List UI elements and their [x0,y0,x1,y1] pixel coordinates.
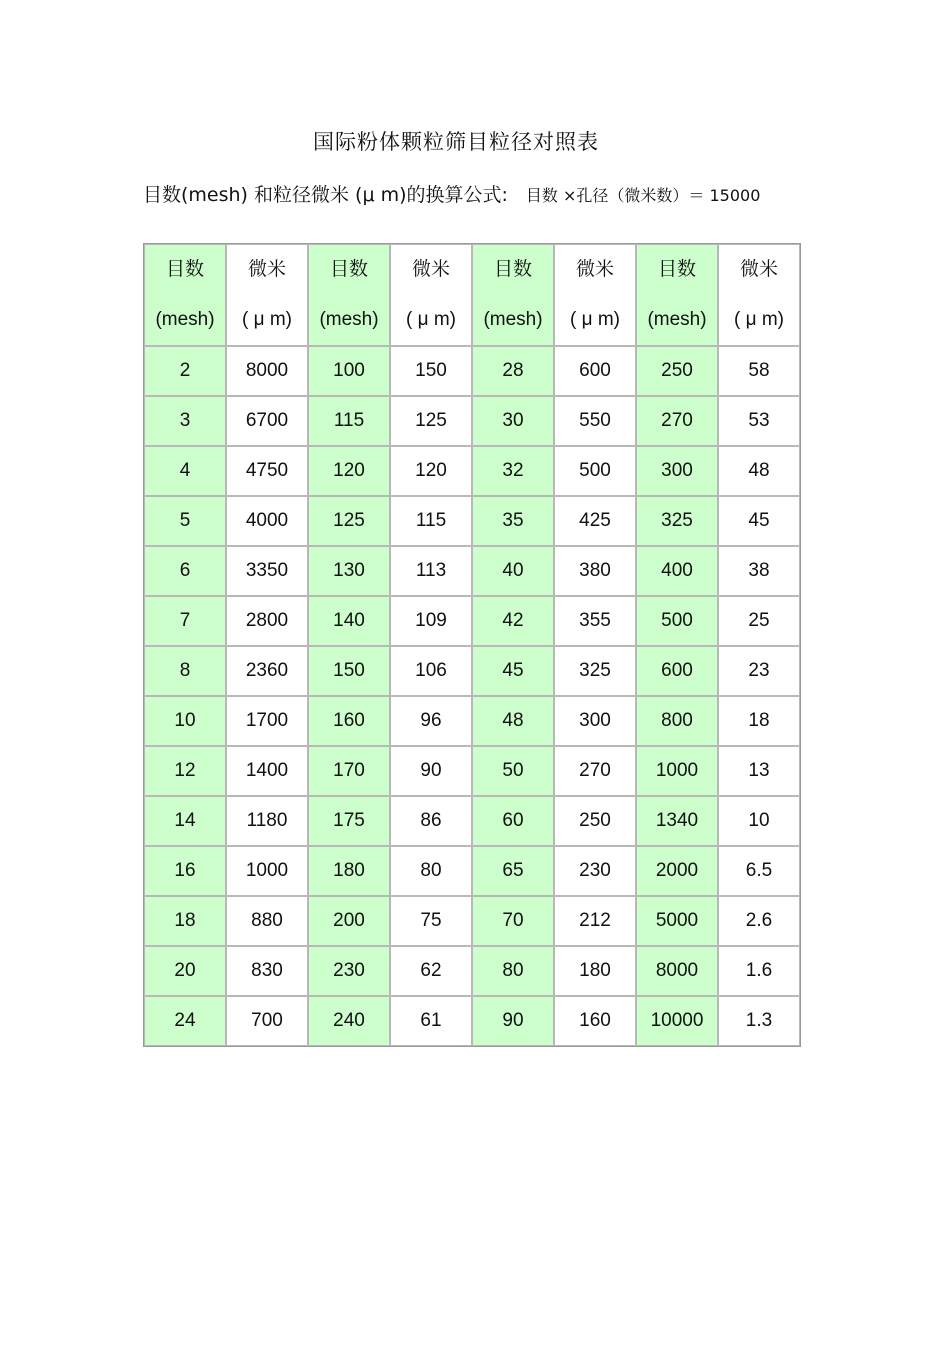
mesh-value-cell: 400 [636,546,718,596]
mesh-value-cell: 45 [472,646,554,696]
mesh-value-cell: 60 [472,796,554,846]
table-header-row [144,244,800,346]
mesh-value-cell: 7 [144,596,226,646]
mesh-value-cell: 5000 [636,896,718,946]
micron-value-cell: 53 [718,396,800,446]
mesh-value-cell: 4 [144,446,226,496]
micron-value-cell: 109 [390,596,472,646]
mesh-value-cell: 200 [308,896,390,946]
mesh-value-cell: 250 [636,346,718,396]
header-cell-micron: 微米 ( μ m) [390,244,472,346]
micron-value-cell: 75 [390,896,472,946]
mesh-value-cell: 1340 [636,796,718,846]
table-row [144,596,800,646]
micron-value-cell: 880 [226,896,308,946]
mesh-value-cell: 230 [308,946,390,996]
mesh-value-cell: 140 [308,596,390,646]
micron-value-cell: 25 [718,596,800,646]
mesh-value-cell: 3 [144,396,226,446]
mesh-value-cell: 170 [308,746,390,796]
micron-value-cell: 212 [554,896,636,946]
mesh-value-cell: 300 [636,446,718,496]
table-row [144,896,800,946]
mesh-value-cell: 48 [472,696,554,746]
table-row [144,546,800,596]
mesh-value-cell: 80 [472,946,554,996]
mesh-value-cell: 14 [144,796,226,846]
micron-value-cell: 4000 [226,496,308,546]
mesh-value-cell: 30 [472,396,554,446]
formula-label: 目数(mesh) 和粒径微米 (μ m)的换算公式: [143,184,508,206]
mesh-value-cell: 10000 [636,996,718,1046]
mesh-value-cell: 100 [308,346,390,396]
table-row [144,696,800,746]
mesh-value-cell: 6 [144,546,226,596]
micron-value-cell: 270 [554,746,636,796]
header-cell-micron: 微米 ( μ m) [554,244,636,346]
table-row [144,746,800,796]
micron-value-cell: 120 [390,446,472,496]
table-row [144,346,800,396]
mesh-value-cell: 130 [308,546,390,596]
micron-value-cell: 355 [554,596,636,646]
mesh-value-cell: 600 [636,646,718,696]
mesh-value-cell: 28 [472,346,554,396]
micron-value-cell: 6.5 [718,846,800,896]
micron-value-cell: 1700 [226,696,308,746]
mesh-value-cell: 42 [472,596,554,646]
header-cell-mesh: 目数 (mesh) [144,244,226,346]
micron-value-cell: 230 [554,846,636,896]
micron-value-cell: 106 [390,646,472,696]
formula-expression: 目数 ×孔径（微米数）＝ 15000 [525,186,761,205]
mesh-value-cell: 115 [308,396,390,446]
mesh-value-cell: 325 [636,496,718,546]
header-cell-mesh: 目数 (mesh) [308,244,390,346]
mesh-value-cell: 40 [472,546,554,596]
mesh-value-cell: 50 [472,746,554,796]
mesh-value-cell: 70 [472,896,554,946]
mesh-value-cell: 800 [636,696,718,746]
micron-value-cell: 325 [554,646,636,696]
micron-value-cell: 13 [718,746,800,796]
mesh-value-cell: 175 [308,796,390,846]
micron-value-cell: 1.3 [718,996,800,1046]
micron-value-cell: 2800 [226,596,308,646]
table-row [144,646,800,696]
micron-value-cell: 1.6 [718,946,800,996]
mesh-value-cell: 24 [144,996,226,1046]
mesh-value-cell: 8000 [636,946,718,996]
micron-value-cell: 380 [554,546,636,596]
micron-value-cell: 113 [390,546,472,596]
micron-value-cell: 38 [718,546,800,596]
table-row [144,996,800,1046]
mesh-value-cell: 125 [308,496,390,546]
micron-value-cell: 300 [554,696,636,746]
micron-value-cell: 18 [718,696,800,746]
mesh-value-cell: 35 [472,496,554,546]
micron-value-cell: 600 [554,346,636,396]
micron-value-cell: 62 [390,946,472,996]
micron-value-cell: 80 [390,846,472,896]
micron-value-cell: 250 [554,796,636,846]
conversion-formula [143,180,760,207]
mesh-value-cell: 90 [472,996,554,1046]
micron-value-cell: 86 [390,796,472,846]
mesh-value-cell: 10 [144,696,226,746]
mesh-value-cell: 270 [636,396,718,446]
micron-value-cell: 1180 [226,796,308,846]
micron-value-cell: 58 [718,346,800,396]
page-title: 国际粉体颗粒筛目粒径对照表 [313,130,599,154]
micron-value-cell: 115 [390,496,472,546]
micron-value-cell: 8000 [226,346,308,396]
header-cell-mesh: 目数 (mesh) [636,244,718,346]
header-cell-micron: 微米 ( μ m) [718,244,800,346]
micron-value-cell: 45 [718,496,800,546]
micron-value-cell: 425 [554,496,636,546]
mesh-micron-table [143,243,801,1047]
micron-value-cell: 6700 [226,396,308,446]
table-row [144,796,800,846]
micron-value-cell: 830 [226,946,308,996]
mesh-value-cell: 500 [636,596,718,646]
micron-value-cell: 125 [390,396,472,446]
table-row [144,946,800,996]
mesh-value-cell: 20 [144,946,226,996]
micron-value-cell: 23 [718,646,800,696]
micron-value-cell: 2.6 [718,896,800,946]
table-row [144,496,800,546]
mesh-value-cell: 18 [144,896,226,946]
micron-value-cell: 96 [390,696,472,746]
micron-value-cell: 61 [390,996,472,1046]
micron-value-cell: 1000 [226,846,308,896]
mesh-value-cell: 2 [144,346,226,396]
micron-value-cell: 10 [718,796,800,846]
micron-value-cell: 180 [554,946,636,996]
mesh-value-cell: 65 [472,846,554,896]
mesh-value-cell: 1000 [636,746,718,796]
table-row [144,396,800,446]
micron-value-cell: 3350 [226,546,308,596]
mesh-value-cell: 160 [308,696,390,746]
micron-value-cell: 700 [226,996,308,1046]
micron-value-cell: 1400 [226,746,308,796]
mesh-value-cell: 16 [144,846,226,896]
mesh-value-cell: 150 [308,646,390,696]
mesh-value-cell: 120 [308,446,390,496]
mesh-value-cell: 5 [144,496,226,546]
mesh-value-cell: 8 [144,646,226,696]
mesh-value-cell: 32 [472,446,554,496]
micron-value-cell: 4750 [226,446,308,496]
micron-value-cell: 2360 [226,646,308,696]
micron-value-cell: 500 [554,446,636,496]
header-cell-mesh: 目数 (mesh) [472,244,554,346]
header-cell-micron: 微米 ( μ m) [226,244,308,346]
micron-value-cell: 550 [554,396,636,446]
micron-value-cell: 48 [718,446,800,496]
mesh-value-cell: 180 [308,846,390,896]
micron-value-cell: 150 [390,346,472,396]
micron-value-cell: 90 [390,746,472,796]
table-row [144,846,800,896]
mesh-value-cell: 240 [308,996,390,1046]
mesh-value-cell: 12 [144,746,226,796]
table-row [144,446,800,496]
mesh-value-cell: 2000 [636,846,718,896]
micron-value-cell: 160 [554,996,636,1046]
